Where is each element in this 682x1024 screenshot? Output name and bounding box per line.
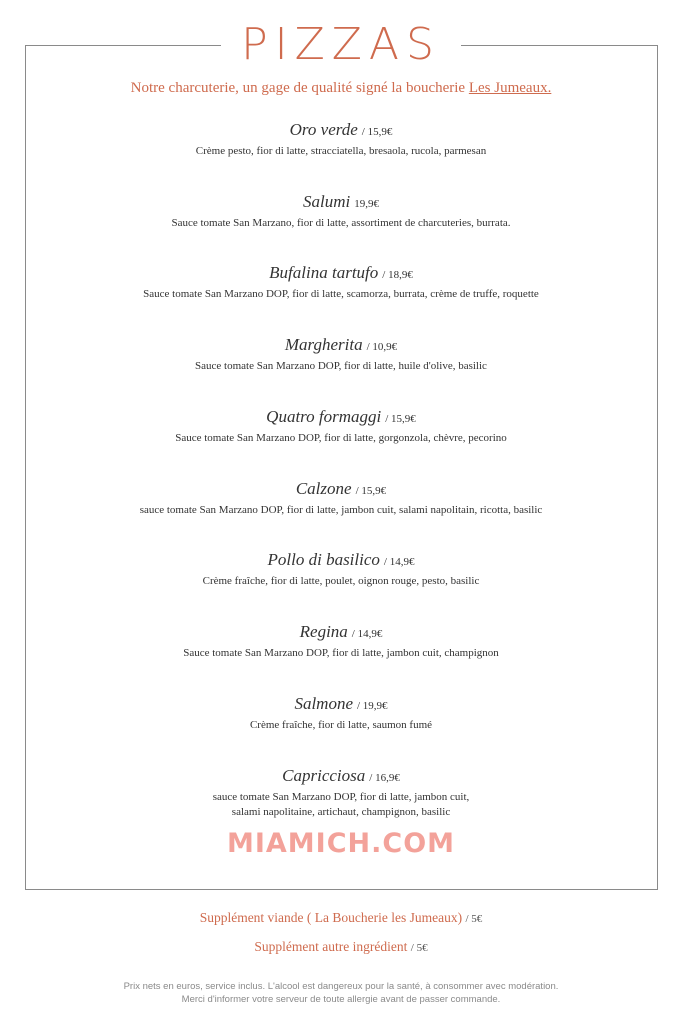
menu-item [0, 694, 682, 733]
item-description: Sauce tomate San Marzano DOP, fior di latte, jambon cuit, champignon [183, 647, 499, 659]
item-price: / 15,9€ [355, 485, 387, 497]
item-description: Sauce tomate San Marzano, fior di latte, assortiment de charcuteries, burrata. [171, 217, 511, 229]
menu-item [0, 479, 682, 518]
item-price: / 14,9€ [351, 628, 383, 640]
tagline [0, 80, 682, 97]
title-text: PIZZAS [221, 19, 461, 71]
item-description: Crème fraîche, fior di latte, poulet, oignon rouge, pesto, basilic [202, 575, 480, 587]
item-name: Quatro formaggi [266, 407, 382, 426]
item-description: Sauce tomate San Marzano DOP, fior di latte, gorgonzola, chèvre, pecorino [175, 432, 507, 444]
menu-item [0, 407, 682, 446]
supplement-meat [0, 910, 682, 926]
item-description-line2: salami napolitaine, artichaut, champignon, basilic [231, 806, 451, 818]
item-price: / 10,9€ [366, 341, 398, 353]
supplement-other [0, 939, 682, 955]
item-description: Sauce tomate San Marzano DOP, fior di latte, huile d'olive, basilic [195, 360, 487, 372]
item-price: / 15,9€ [385, 413, 416, 425]
menu-item [0, 335, 682, 374]
item-name: Regina [299, 622, 348, 641]
menu-item [0, 766, 682, 820]
menu-item [0, 263, 682, 302]
menu-item [0, 192, 682, 231]
item-name: Calzone [295, 479, 352, 498]
item-description: sauce tomate San Marzano DOP, fior di latte, jambon cuit, [212, 791, 470, 803]
footer-note [0, 980, 682, 1006]
footer-line-2: Merci d'informer votre serveur de toute allergie avant de passer commande. [181, 994, 501, 1005]
item-description: Crème fraîche, fior di latte, saumon fumé [249, 719, 433, 731]
item-name: Capricciosa [282, 766, 366, 785]
item-price: / 14,9€ [383, 556, 415, 568]
watermark: MIAMICH.COM [226, 828, 456, 859]
item-name: Pollo di basilico [267, 550, 380, 569]
item-name: Salumi [303, 192, 351, 211]
menu-item [0, 120, 682, 159]
item-name: Salmone [294, 694, 353, 713]
page-title [0, 19, 682, 71]
item-name: Oro verde [289, 120, 358, 139]
supplement-price: / 5€ [465, 913, 483, 925]
tagline-text: Notre charcuterie, un gage de qualité signé la boucherie [130, 80, 466, 96]
item-name: Margherita [284, 335, 363, 354]
supplement-label: Supplément viande ( La Boucherie les Jumeaux) [199, 910, 463, 925]
item-description: Crème pesto, fior di latte, stracciatella, bresaola, rucola, parmesan [195, 145, 487, 157]
item-description: sauce tomate San Marzano DOP, fior di latte, jambon cuit, salami napolitain, ricotta, basilic [139, 504, 543, 516]
item-name: Bufalina tartufo [269, 263, 379, 282]
menu-item [0, 622, 682, 661]
item-price: / 16,9€ [369, 772, 400, 784]
item-description: Sauce tomate San Marzano DOP, fior di latte, scamorza, burrata, crème de truffe, roquette [143, 288, 539, 300]
item-price: / 15,9€ [361, 126, 393, 138]
supplement-label: Supplément autre ingrédient [254, 939, 408, 954]
menu-item [0, 550, 682, 589]
item-price: / 18,9€ [382, 269, 413, 281]
supplement-price: / 5€ [410, 942, 428, 954]
item-price: / 19,9€ [356, 700, 388, 712]
menu-frame [25, 45, 658, 890]
footer-line-1: Prix nets en euros, service inclus. L'alcool est dangereux pour la santé, à consommer avec modération. [123, 981, 559, 992]
item-price: 19,9€ [354, 198, 379, 210]
tagline-brand: Les Jumeaux. [468, 80, 552, 96]
